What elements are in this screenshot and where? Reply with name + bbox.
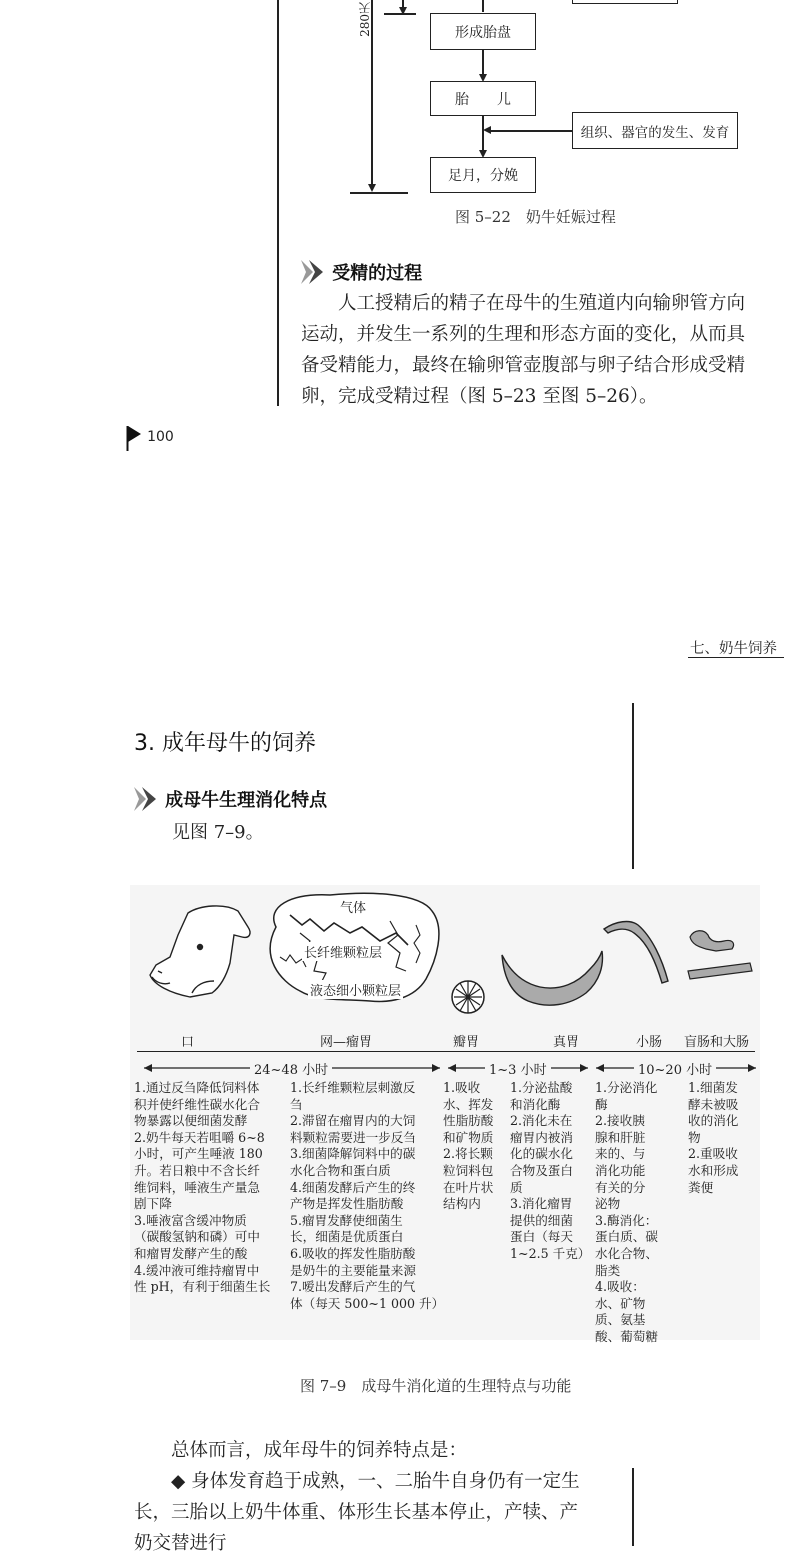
organ-small-intestine: 小肠 bbox=[636, 1035, 663, 1050]
span-label: 280天 bbox=[358, 2, 372, 37]
rumen-gas-label: 气体 bbox=[338, 897, 368, 916]
margin-rule-bottom-1 bbox=[632, 703, 634, 869]
paragraph-line: 卵，完成受精过程（图 5–23 至图 5–26）。 bbox=[301, 386, 658, 407]
summary-paragraph bbox=[134, 1435, 624, 1559]
digestive-tract-illustration bbox=[130, 885, 760, 1025]
duration-stomach: 1~3 小时 bbox=[485, 1059, 551, 1078]
connector-placenta-fetus bbox=[482, 50, 484, 76]
abomasum-icon bbox=[502, 951, 602, 1005]
small-intestine-icon bbox=[604, 922, 668, 983]
cow-head-icon bbox=[150, 906, 250, 997]
large-intestine-icon bbox=[688, 931, 752, 979]
box-placenta: 形成胎盘 bbox=[430, 13, 536, 50]
function-column-omasum: 1.吸收 水、挥发 性脂肪酸 和矿物质 2.将长颗 粒饲料包 在叶片状 结构内 bbox=[443, 1080, 494, 1212]
function-column-small-intestine: 1.分泌消化 酶 2.接收胰 腺和肝脏 来的、与 消化功能 有关的分 泌物 3.酶消化： 蛋白质、碳 水化合物、 脂类 4.吸收： 水、矿物 质、氨基 酸、葡萄糖 bbox=[595, 1080, 658, 1344]
organ-abomasum: 真胃 bbox=[553, 1035, 580, 1050]
margin-rule-top bbox=[277, 0, 279, 406]
connector-to-placenta bbox=[482, 0, 484, 12]
function-column-mouth: 1.通过反刍降低饲料体 积并使纤维性碳水化合 物暴露以便细菌发酵 2.奶牛每天若咀嚼 6~8 小时，可产生唾液 180 升。若日粮中不含长纤 维饲料，唾液生产量急 剧下降 3.唾液富含缓冲物质 （碳酸氢钠和磷）可中 和瘤胃发酵产生的酸 4.缓冲液可维持瘤胃中 性 pH，有利于细菌生长 bbox=[134, 1080, 271, 1295]
span-arrow-down bbox=[368, 184, 376, 192]
function-column-rumen: 1.长纤维颗粒层刺激反 刍 2.滞留在瘤胃内的大饲 料颗粒需要进一步反刍 3.细菌降解饲料中的碳 水化合物和蛋白质 4.细菌发酵后产生的终 产物是挥发性脂肪酸 5.瘤胃发酵使细菌生 长，细菌是优质蛋白 6.吸收的挥发性脂肪酸 是奶牛的主要能量来源 7.嗳出发酵后产生的气 体（每天 500~1 000 升） bbox=[290, 1080, 445, 1311]
organ-omasum: 瓣胃 bbox=[453, 1035, 480, 1050]
paragraph-line: 人工授精后的精子在母牛的生殖道内向输卵管方向 bbox=[301, 293, 746, 314]
chapter-title: 3. 成年母牛的饲养 bbox=[134, 731, 316, 756]
page-number: 100 bbox=[147, 429, 174, 445]
paragraph-line: 运动，并发生一系列的生理和形态方面的变化，从而具 bbox=[301, 324, 746, 345]
page-number-marker bbox=[126, 424, 174, 452]
margin-rule-bottom-2 bbox=[632, 1468, 634, 1546]
top-left-tick bbox=[384, 13, 416, 15]
box-fetus: 胎 儿 bbox=[430, 81, 536, 116]
bullet-line: 长，三胎以上奶牛体重、体形生长基本停止，产犊、产 bbox=[134, 1502, 579, 1523]
section-heading-digestion bbox=[134, 786, 327, 812]
running-header: 七、奶牛饲养 bbox=[690, 641, 777, 657]
figure-divider bbox=[137, 1051, 755, 1052]
connector-organ-line bbox=[490, 130, 572, 132]
rumen-liquid-label: 液态细小颗粒层 bbox=[308, 980, 403, 999]
see-figure-text: 见图 7–9。 bbox=[172, 822, 264, 843]
figure-caption-7-9: 图 7–9 成母牛消化道的生理特点与功能 bbox=[300, 1377, 572, 1395]
function-column-large-intestine: 1.细菌发 酵未被吸 收的消化 物 2.重吸收 水和形成 粪便 bbox=[688, 1080, 739, 1195]
span-bottom-tick bbox=[350, 192, 408, 194]
section-title: 成母牛生理消化特点 bbox=[165, 790, 328, 811]
function-column-abomasum: 1.分泌盐酸 和消化酶 2.消化未在 瘤胃内被消 化的碳水化 合物及蛋白 质 3.消化瘤胃 提供的细菌 蛋白（每天 1~2.5 千克） bbox=[510, 1080, 591, 1261]
rumen-fiber-label: 长纤维颗粒层 bbox=[302, 942, 384, 961]
organ-mouth: 口 bbox=[181, 1035, 195, 1050]
box-birth: 足月，分娩 bbox=[430, 157, 536, 193]
section-title: 受精的过程 bbox=[332, 263, 423, 284]
arrow-from-organ bbox=[483, 126, 491, 134]
omasum-icon bbox=[452, 981, 484, 1013]
page-flag-icon bbox=[126, 424, 142, 452]
organ-large-intestine: 盲肠和大肠 bbox=[684, 1035, 750, 1050]
organ-rumen: 网—瘤胃 bbox=[320, 1035, 373, 1050]
connector-fetus-birth bbox=[482, 116, 484, 152]
fertilization-paragraph bbox=[301, 288, 781, 412]
paragraph-line: 备受精能力，最终在输卵管壶腹部与卵子结合形成受精 bbox=[301, 355, 746, 376]
box-organ-development: 组织、器官的发生、发育 bbox=[572, 112, 738, 149]
bullet-line: ◆ 身体发育趋于成熟，一、二胎牛自身仍有一定生 bbox=[134, 1471, 580, 1492]
chevron-arrow-icon bbox=[134, 787, 160, 811]
chevron-arrow-icon bbox=[301, 260, 327, 284]
summary-intro: 总体而言，成年母牛的饲养特点是： bbox=[134, 1440, 468, 1461]
figure-caption-5-22: 图 5–22 奶牛妊娠过程 bbox=[455, 208, 616, 226]
duration-intestine: 10~20 小时 bbox=[634, 1059, 716, 1078]
top-right-box-edge bbox=[572, 0, 678, 4]
section-heading-fertilization bbox=[301, 259, 422, 285]
bullet-line: 奶交替进行 bbox=[134, 1533, 227, 1554]
duration-rumen: 24~48 小时 bbox=[250, 1059, 332, 1078]
header-underline bbox=[688, 657, 784, 658]
